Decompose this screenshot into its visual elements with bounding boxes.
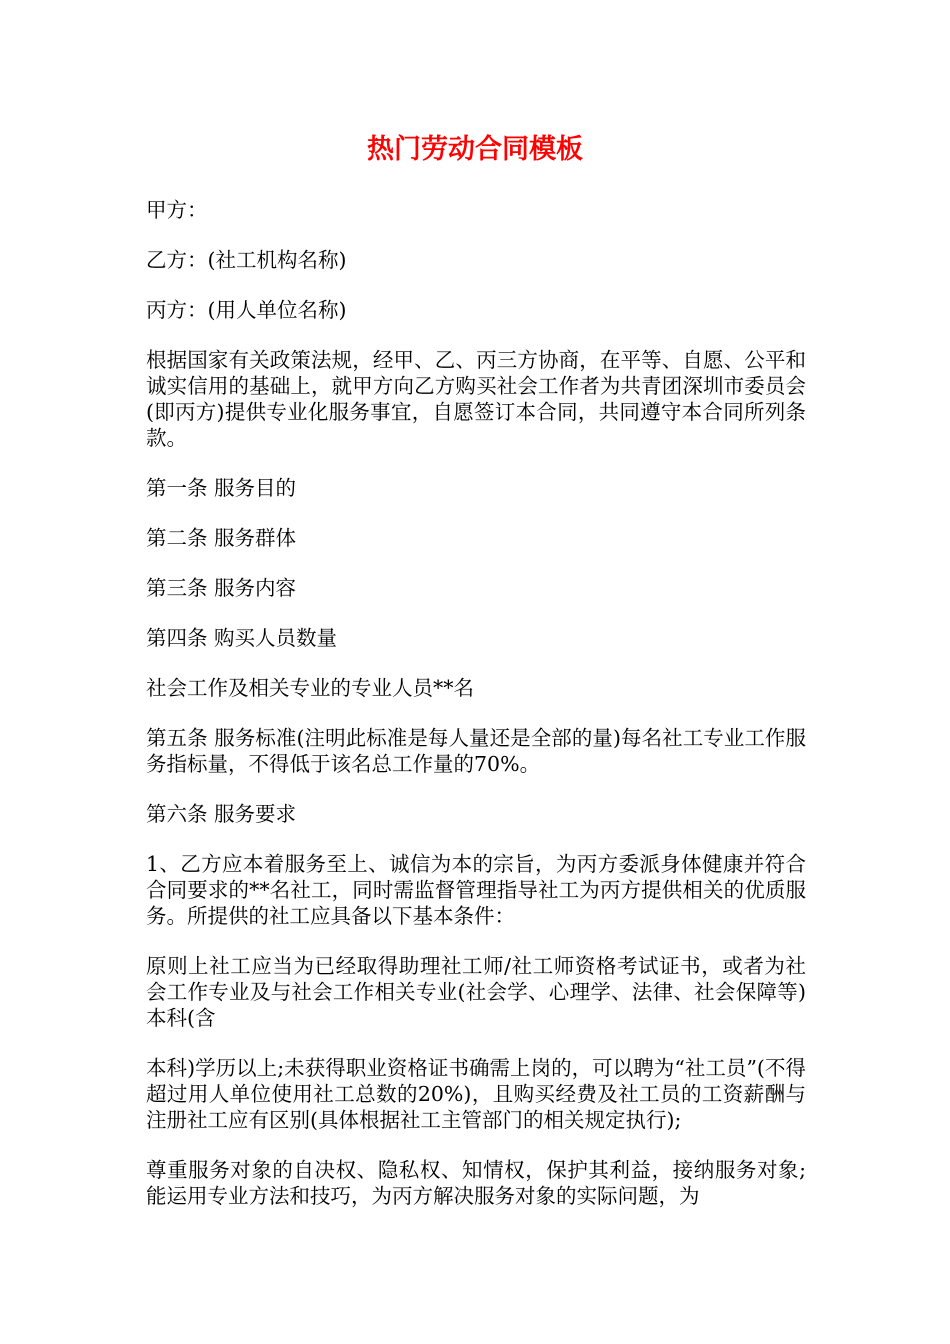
article-2-heading: 第二条 服务群体: [146, 526, 297, 550]
qualification-continued-paragraph: 本科)学历以上;未获得职业资格证书确需上岗的，可以聘为“社工员”(不得超过用人单位使用社工总数的20%)，且购买经费及社工员的工资薪酬与注册社工应有区别(具体根据社工主管部门的相关规定执行);: [146, 1056, 806, 1132]
document-title: 热门劳动合同模板: [367, 134, 583, 165]
preamble-paragraph: 根据国家有关政策法规，经甲、乙、丙三方协商，在平等、自愿、公平和诚实信用的基础上，就甲方向乙方购买社会工作者为共青团深圳市委员会(即丙方)提供专业化服务事宜，自愿签订本合同，共同遵守本合同所列条款。: [146, 348, 806, 450]
article-4-heading: 第四条 购买人员数量: [146, 626, 338, 650]
article-3-heading: 第三条 服务内容: [146, 576, 297, 600]
party-b-line: 乙方：(社工机构名称): [146, 248, 347, 272]
article-1-heading: 第一条 服务目的: [146, 476, 297, 500]
article-6-heading: 第六条 服务要求: [146, 802, 297, 826]
article-5-paragraph: 第五条 服务标准(注明此标准是每人量还是全部的量)每名社工专业工作服务指标量，不得低于该名总工作量的70%。: [146, 726, 806, 776]
party-a-line: 甲方：: [146, 198, 208, 222]
respect-rights-paragraph: 尊重服务对象的自决权、隐私权、知情权，保护其利益，接纳服务对象;能运用专业方法和技巧，为丙方解决服务对象的实际问题，为: [146, 1158, 806, 1208]
document-body: [146, 197, 806, 1233]
party-c-line: 丙方：(用人单位名称): [146, 298, 347, 322]
qualification-paragraph: 原则上社工应当为已经取得助理社工师/社工师资格考试证书，或者为社会工作专业及与社会工作相关专业(社会学、心理学、法律、社会保障等)本科(含: [146, 954, 806, 1030]
requirement-1-paragraph: 1、乙方应本着服务至上、诚信为本的宗旨，为丙方委派身体健康并符合合同要求的**名社工，同时需监督管理指导社工为丙方提供相关的优质服务。所提供的社工应具备以下基本条件：: [146, 852, 806, 928]
staff-count-paragraph: 社会工作及相关专业的专业人员**名: [146, 676, 474, 700]
